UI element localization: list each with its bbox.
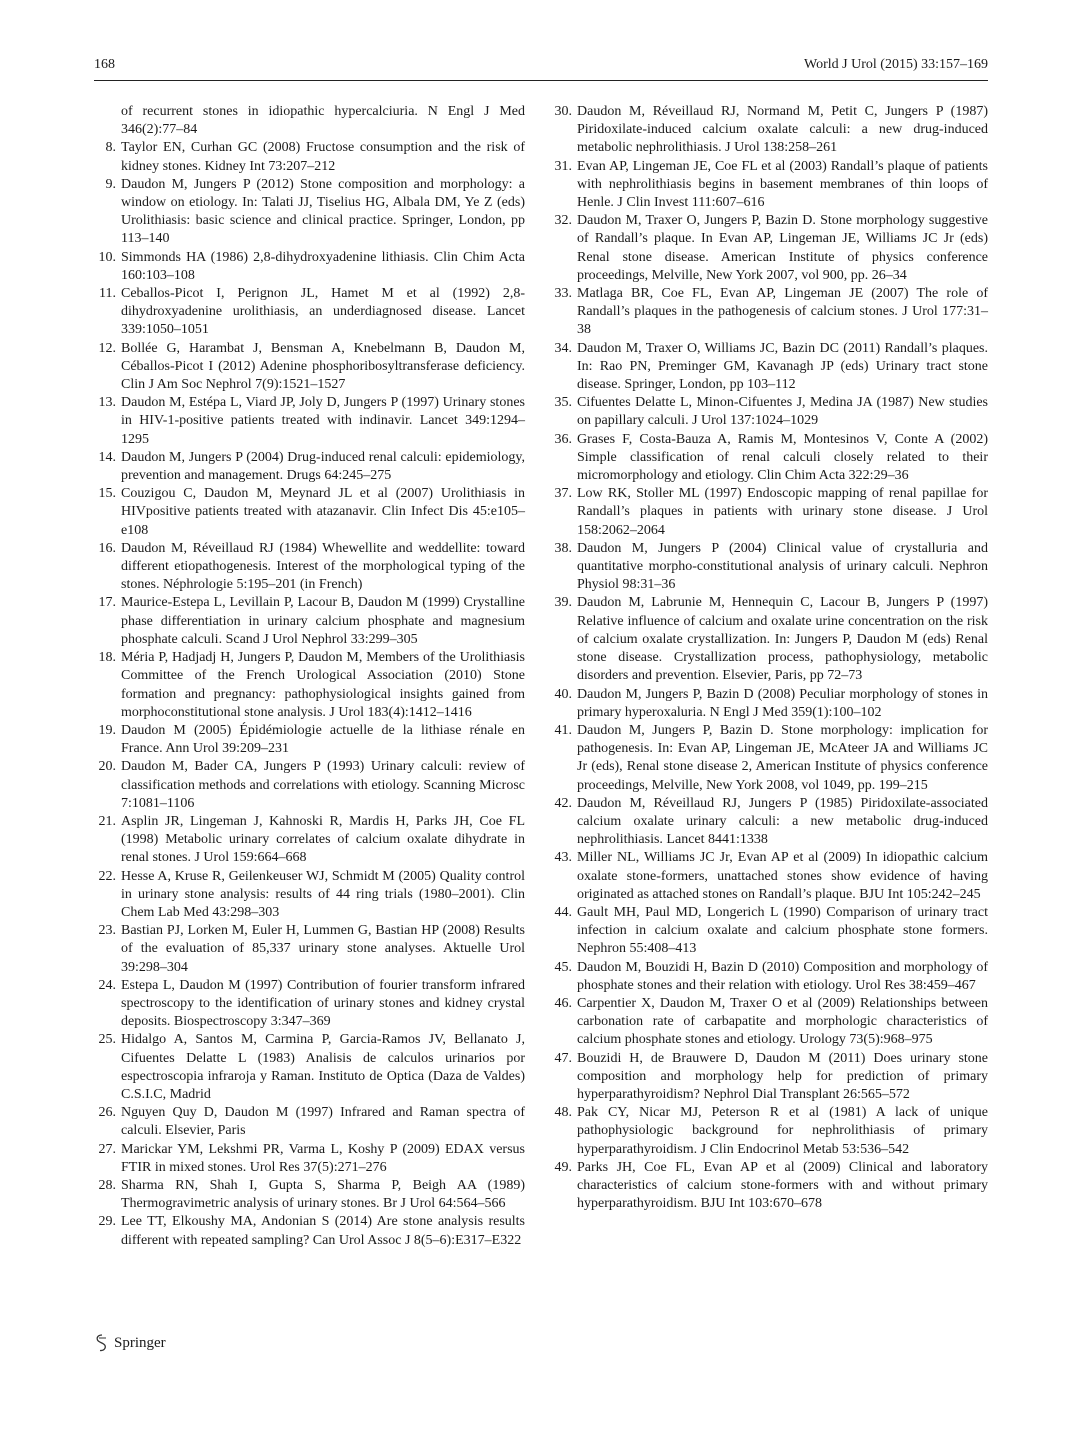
journal-citation: World J Urol (2015) 33:157–169 bbox=[804, 57, 988, 72]
reference-number: 37. bbox=[554, 486, 572, 502]
reference-number: 49. bbox=[554, 1159, 572, 1175]
reference-entry bbox=[94, 722, 525, 758]
reference-text: Daudon M (2005) Épidémiologie actuelle de la lithiase rénale en France. Ann Urol 39:209–231 bbox=[121, 722, 525, 757]
reference-number: 34. bbox=[554, 340, 572, 356]
reference-entry bbox=[94, 340, 525, 395]
reference-text: Low RK, Stoller ML (1997) Endoscopic mapping of renal papillae for Randall’s plaques in patients with urinary stone disease. J Urol 158:2062–2064 bbox=[577, 486, 988, 538]
reference-number: 44. bbox=[554, 904, 572, 920]
reference-entry bbox=[550, 158, 988, 213]
reference-number: 22. bbox=[98, 868, 116, 884]
reference-text: Daudon M, Jungers P (2012) Stone composition and morphology: a window on etiology. In: Talati JJ, Tiselius HG, Albala DM, Ye Z (eds) Urolithiasis: basic science and clinical practice. Springer, London, pp 113–140 bbox=[121, 176, 525, 247]
reference-text: Matlaga BR, Coe FL, Evan AP, Lingeman JE (2007) The role of Randall’s plaques in the pathogenesis of calcium stones. J Urol 177:31–38 bbox=[577, 286, 988, 338]
page-header bbox=[94, 57, 988, 79]
reference-text: Grases F, Costa-Bauza A, Ramis M, Montesinos V, Conte A (2002) Simple classification of renal calculi closely related to their micromorphology and etiology. Clin Chim Acta 322:29–36 bbox=[577, 431, 988, 484]
reference-text: Daudon M, Jungers P, Bazin D. Stone morphology: implication for pathogenesis. In: Evan AP, Lingeman JE, McAteer JA and Williams JC Jr (eds), Renal stone disease 2, American Institute of physics conference proceedings, Melville, New York 2008, vol 1049, pp. 199–215 bbox=[577, 722, 988, 793]
reference-number: 14. bbox=[98, 449, 116, 465]
reference-number: 30. bbox=[554, 104, 572, 119]
reference-entry bbox=[550, 285, 988, 340]
reference-text: Bastian PJ, Lorken M, Euler H, Lummen G, Bastian HP (2008) Results of the evaluation of 85,337 urinary stone analyses. Aktuelle Urol 39:298–304 bbox=[121, 923, 525, 975]
reference-number: 21. bbox=[98, 813, 116, 829]
references-right-column bbox=[550, 103, 988, 1213]
reference-entry bbox=[550, 959, 988, 995]
reference-text: Bouzidi H, de Brauwere D, Daudon M (2011) Does urinary stone composition and morphology help for prediction of primary hyperparathyroidism? Nephrol Dial Transplant 26:565–572 bbox=[577, 1050, 988, 1102]
reference-number: 40. bbox=[554, 686, 572, 702]
reference-entry bbox=[550, 431, 988, 486]
reference-entry bbox=[550, 485, 988, 540]
reference-text: Couzigou C, Daudon M, Meynard JL et al (2007) Urolithiasis in HIVpositive patients treated with atazanavir. Clin Infect Dis 45:e105–e108 bbox=[121, 486, 525, 538]
reference-number: 25. bbox=[98, 1032, 116, 1048]
reference-number: 24. bbox=[98, 977, 116, 993]
reference-entry bbox=[94, 249, 525, 285]
reference-number: 42. bbox=[554, 795, 572, 811]
reference-text: Daudon M, Jungers P, Bazin D (2008) Peculiar morphology of stones in primary hyperoxaluria. N Engl J Med 359(1):100–102 bbox=[577, 686, 988, 720]
reference-entry bbox=[94, 176, 525, 249]
reference-entry bbox=[550, 686, 988, 722]
reference-entry bbox=[94, 1177, 525, 1213]
reference-entry bbox=[94, 1141, 525, 1177]
reference-entry bbox=[94, 977, 525, 1032]
reference-text: Daudon M, Réveillaud RJ, Jungers P (1985) Piridoxilate-associated calcium oxalate urinary calculi: a new metabolic drug-induced nephrolithiasis. Lancet 8441:1338 bbox=[577, 795, 988, 848]
reference-text: Miller NL, Williams JC Jr, Evan AP et al (2009) In idiopathic calcium oxalate stone-formers, unattached stones show evidence of having originated as attached stones on Randall’s plaque. BJU Int 105:242–245 bbox=[577, 850, 988, 902]
reference-entry bbox=[550, 340, 988, 395]
reference-number: 15. bbox=[98, 486, 116, 502]
reference-number: 16. bbox=[98, 540, 116, 556]
reference-number: 23. bbox=[98, 923, 116, 939]
reference-text: Daudon M, Jungers P (2004) Drug-induced renal calculi: epidemiology, prevention and management. Drugs 64:245–275 bbox=[121, 449, 525, 484]
reference-text: Marickar YM, Lekshmi PR, Varma L, Koshy P (2009) EDAX versus FTIR in mixed stones. Urol Res 37(5):271–276 bbox=[121, 1141, 525, 1175]
reference-number: 41. bbox=[554, 722, 572, 738]
reference-text: of recurrent stones in idiopathic hypercalciuria. N Engl J Med 346(2):77–84 bbox=[121, 104, 525, 138]
reference-text: Asplin JR, Lingeman J, Kahnoski R, Mardis H, Parks JH, Coe FL (1998) Metabolic urinary correlates of calcium oxalate dihydrate in renal stones. J Urol 159:664–668 bbox=[121, 813, 525, 866]
reference-entry bbox=[550, 849, 988, 904]
reference-text: Hidalgo A, Santos M, Carmina P, Garcia-Ramos JV, Bellanato J, Cifuentes Delatte L (1983) Analisis de calculos urinarios por espectroscopia infraroja y Raman. Instituto de Optica (Daza de Valdes) C.S.I.C, Madrid bbox=[121, 1032, 525, 1102]
reference-text: Ceballos-Picot I, Perignon JL, Hamet M et al (1992) 2,8-dihydroxyadenine urolithiasis, an underdiagnosed disease. Lancet 339:1050–1051 bbox=[121, 286, 525, 338]
reference-text: Estepa L, Daudon M (1997) Contribution of fourier transform infrared spectroscopy to the identification of urinary stones and kidney crystal deposits. Biospectroscopy 3:347–369 bbox=[121, 977, 525, 1030]
reference-number: 39. bbox=[554, 595, 572, 611]
reference-entry bbox=[94, 485, 525, 540]
reference-text: Maurice-Estepa L, Levillain P, Lacour B, Daudon M (1999) Crystalline phase differentiation in urinary calcium phosphate and magnesium phosphate calculi. Scand J Urol Nephrol 33:299–305 bbox=[121, 595, 525, 647]
reference-number: 10. bbox=[98, 249, 116, 265]
springer-logo-icon bbox=[94, 1334, 110, 1352]
reference-entry bbox=[94, 540, 525, 595]
reference-text: Carpentier X, Daudon M, Traxer O et al (2009) Relationships between carbonation rate of carbapatite and morphologic characteristics of calcium phosphate stones and etiology. Urology 73(5):968–975 bbox=[577, 995, 988, 1048]
reference-number: 31. bbox=[554, 158, 572, 174]
reference-entry bbox=[550, 103, 988, 158]
reference-number: 33. bbox=[554, 286, 572, 302]
reference-entry bbox=[94, 394, 525, 449]
reference-number: 8. bbox=[105, 140, 116, 156]
reference-text: Daudon M, Traxer O, Williams JC, Bazin DC (2011) Randall’s plaques. In: Rao PN, Preminger GM, Kavanagh JP (eds) Urinary tract stone disease. Springer, London, pp 103–112 bbox=[577, 340, 988, 393]
reference-entry bbox=[94, 449, 525, 485]
reference-text: Taylor EN, Curhan GC (2008) Fructose consumption and the risk of kidney stones. Kidney Int 73:207–212 bbox=[121, 140, 525, 174]
reference-entry bbox=[94, 1213, 525, 1249]
reference-text: Daudon M, Réveillaud RJ (1984) Whewellite and weddellite: toward different etiopathogenesis. Interest of the morphological typing of the stones. Néphrologie 5:195–201 (in French) bbox=[121, 540, 525, 593]
reference-number: 38. bbox=[554, 540, 572, 556]
reference-text: Daudon M, Jungers P (2004) Clinical value of crystalluria and quantitative morpho-constitutional analysis of urinary calculi. Nephron Physiol 98:31–36 bbox=[577, 540, 988, 593]
reference-entry bbox=[550, 795, 988, 850]
reference-number: 47. bbox=[554, 1050, 572, 1066]
reference-entry bbox=[94, 758, 525, 813]
reference-number: 20. bbox=[98, 759, 116, 775]
reference-entry bbox=[550, 1050, 988, 1105]
references-left-column bbox=[94, 103, 525, 1250]
reference-text: Pak CY, Nicar MJ, Peterson R et al (1981) A lack of unique pathophysiologic background for nephrolithiasis of primary hyperparathyroidism. J Clin Endocrinol Metab 53:536–542 bbox=[577, 1105, 988, 1157]
reference-number: 12. bbox=[98, 340, 116, 356]
reference-entry bbox=[550, 1159, 988, 1214]
reference-text: Daudon M, Labrunie M, Hennequin C, Lacour B, Jungers P (1997) Relative influence of calcium and oxalate urine concentration on the risk of calcium oxalate crystallization. In: Jungers P, Daudon M (eds) Renal stone disease. Crystallization process, pathophysiology, metabolic disorders and prevention. Elsevier, Paris, pp 72–73 bbox=[577, 595, 988, 684]
reference-entry bbox=[94, 922, 525, 977]
reference-entry bbox=[94, 103, 525, 139]
reference-entry bbox=[550, 594, 988, 685]
reference-number: 48. bbox=[554, 1105, 572, 1121]
reference-entry bbox=[550, 212, 988, 285]
reference-number: 18. bbox=[98, 650, 116, 666]
reference-entry bbox=[94, 139, 525, 175]
reference-entry bbox=[94, 1031, 525, 1104]
reference-entry bbox=[550, 904, 988, 959]
reference-text: Evan AP, Lingeman JE, Coe FL et al (2003) Randall’s plaque of patients with nephrolithiasis begins in basement membranes of thin loops of Henle. J Clin Invest 111:607–616 bbox=[577, 158, 988, 211]
reference-number: 43. bbox=[554, 850, 572, 866]
reference-number: 26. bbox=[98, 1105, 116, 1121]
reference-text: Cifuentes Delatte L, Minon-Cifuentes J, Medina JA (1987) New studies on papillary calculi. J Urol 137:1024–1029 bbox=[577, 395, 988, 429]
reference-entry bbox=[94, 868, 525, 923]
reference-entry bbox=[550, 540, 988, 595]
reference-text: Daudon M, Réveillaud RJ, Normand M, Petit C, Jungers P (1987) Piridoxilate-induced calcium oxalate calculi: a new drug-induced metabolic nephrolithiasis. J Urol 138:258–261 bbox=[577, 104, 988, 156]
reference-text: Lee TT, Elkoushy MA, Andonian S (2014) Are stone analysis results different with repeated sampling? Can Urol Assoc J 8(5–6):E317–E322 bbox=[121, 1214, 525, 1248]
reference-text: Nguyen Quy D, Daudon M (1997) Infrared and Raman spectra of calculi. Elsevier, Paris bbox=[121, 1105, 525, 1139]
reference-entry bbox=[550, 394, 988, 430]
reference-number: 32. bbox=[554, 213, 572, 229]
reference-number: 9. bbox=[105, 176, 116, 192]
reference-number: 13. bbox=[98, 395, 116, 411]
reference-number: 36. bbox=[554, 431, 572, 447]
page-footer bbox=[94, 1334, 166, 1352]
reference-entry bbox=[94, 594, 525, 649]
reference-text: Méria P, Hadjadj H, Jungers P, Daudon M, Members of the Urolithiasis Committee of the French Urological Association (2010) Stone formation and pregnancy: pathophysiological insights gained from morphoconstitutional stone analysis. J Urol 183(4):1412–1416 bbox=[121, 650, 525, 720]
publisher-name: Springer bbox=[114, 1334, 166, 1351]
header-rule bbox=[94, 80, 988, 81]
reference-number: 35. bbox=[554, 395, 572, 411]
reference-number: 29. bbox=[98, 1214, 116, 1230]
reference-number: 45. bbox=[554, 959, 572, 975]
reference-text: Daudon M, Bouzidi H, Bazin D (2010) Composition and morphology of phosphate stones and their relation with etiology. Urol Res 38:459–467 bbox=[577, 959, 988, 993]
reference-entry bbox=[94, 1104, 525, 1140]
reference-text: Daudon M, Bader CA, Jungers P (1993) Urinary calculi: review of classification methods and correlations with etiology. Scanning Microsc 7:1081–1106 bbox=[121, 759, 525, 811]
reference-text: Gault MH, Paul MD, Longerich L (1990) Comparison of urinary tract infection in calcium oxalate and calcium phosphate stone formers. Nephron 55:408–413 bbox=[577, 904, 988, 957]
reference-number: 46. bbox=[554, 995, 572, 1011]
reference-text: Hesse A, Kruse R, Geilenkeuser WJ, Schmidt M (2005) Quality control in urinary stone analysis: results of 44 ring trials (1980–2001). Clin Chem Lab Med 43:298–303 bbox=[121, 868, 525, 920]
reference-entry bbox=[94, 285, 525, 340]
reference-number: 28. bbox=[98, 1177, 116, 1193]
reference-entry bbox=[94, 813, 525, 868]
reference-text: Bollée G, Harambat J, Bensman A, Knebelmann B, Daudon M, Céballos-Picot I (2012) Adenine phosphoribosyltransferase deficiency. Clin J Am Soc Nephrol 7(9):1521–1527 bbox=[121, 340, 525, 393]
page-number: 168 bbox=[94, 57, 115, 72]
reference-text: Simmonds HA (1986) 2,8-dihydroxyadenine lithiasis. Clin Chim Acta 160:103–108 bbox=[121, 249, 525, 283]
reference-text: Daudon M, Traxer O, Jungers P, Bazin D. Stone morphology suggestive of Randall’s plaque. In Evan AP, Lingeman JE, Williams JC Jr (eds) Renal stone disease. American Institute of physics conference proceedings, Melville, New York 2007, vol 900, pp. 26–34 bbox=[577, 213, 988, 283]
reference-entry bbox=[94, 649, 525, 722]
reference-text: Sharma RN, Shah I, Gupta S, Sharma P, Beigh AA (1989) Thermogravimetric analysis of urinary stones. Br J Urol 64:564–566 bbox=[121, 1177, 525, 1212]
reference-text: Parks JH, Coe FL, Evan AP et al (2009) Clinical and laboratory characteristics of calcium stone-formers with and without primary hyperparathyroidism. BJU Int 103:670–678 bbox=[577, 1159, 988, 1212]
reference-entry bbox=[550, 1104, 988, 1159]
reference-number: 19. bbox=[98, 722, 116, 738]
reference-entry bbox=[550, 995, 988, 1050]
reference-entry bbox=[550, 722, 988, 795]
reference-text: Daudon M, Estépa L, Viard JP, Joly D, Jungers P (1997) Urinary stones in HIV-1-positive patients treated with indinavir. Lancet 349:1294–1295 bbox=[121, 395, 525, 447]
reference-number: 11. bbox=[99, 286, 116, 302]
reference-number: 17. bbox=[98, 595, 116, 611]
reference-number: 27. bbox=[98, 1141, 116, 1157]
